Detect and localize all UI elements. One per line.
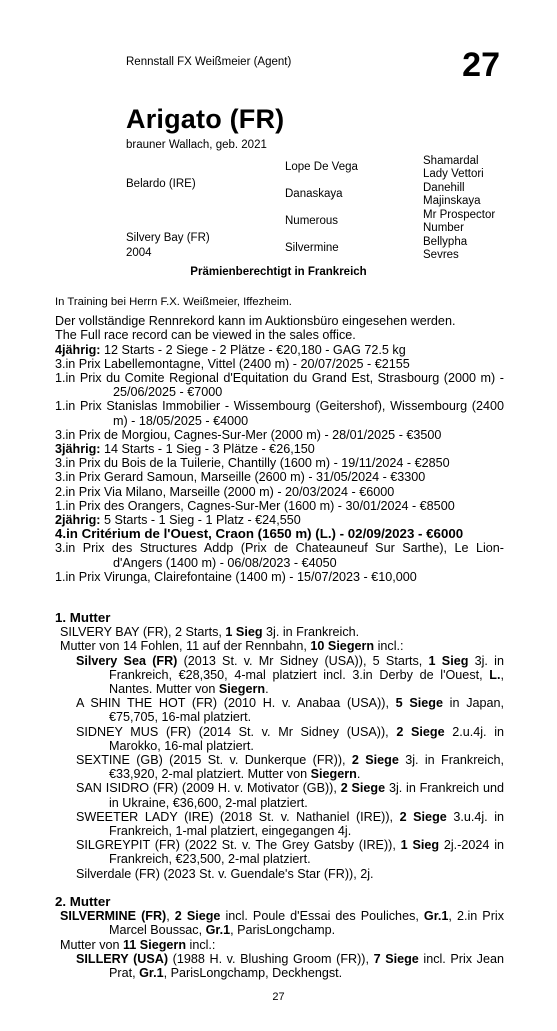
age2-summary: 2jährig: 5 Starts - 1 Sieg - 1 Platz - €24,550: [55, 513, 301, 528]
race-result: 3.in Prix des Structures Addp (Prix de Chateauneuf Sur Sarthe), Le Lion-d'Angers (1400 m) - 06/08/2023 - €4050: [55, 541, 504, 570]
offspring-entry: SEXTINE (GB) (2015 St. v. Dunkerque (FR)), 2 Siege 3j. in Frankreich, €33,920, 2-mal platziert. Mutter von Siegern.: [76, 753, 504, 782]
record-note-en: The Full race record can be viewed in the sales office.: [55, 328, 356, 343]
race-result: 1.in Prix du Comite Regional d'Equitation du Grand Est, Strasbourg (2000 m) - 25/06/2025 - €7000: [55, 371, 504, 400]
age2-label: 2jährig:: [55, 513, 101, 528]
record-note-de: Der vollständige Rennrekord kann im Auktionsbüro eingesehen werden.: [55, 314, 456, 329]
offspring-entry: SIDNEY MUS (FR) (2014 St. v. Mr Sidney (USA)), 2 Siege 2.u.4j. in Marokko, 16-mal platziert.: [76, 724, 505, 753]
age3-summary: 3jährig: 14 Starts - 1 Sieg - 3 Plätze - €26,150: [55, 442, 315, 457]
first-dam-heading: 1. Mutter: [55, 610, 111, 625]
race-result: 1.in Prix des Orangers, Cagnes-Sur-Mer (1600 m) - 30/01/2024 - €8500: [55, 498, 455, 513]
pedigree-g6: Number: [423, 222, 464, 234]
training-note: In Training bei Herrn F.X. Weißmeier, Iffezheim.: [55, 296, 292, 308]
second-dam-line: SILVERMINE (FR), 2 Siege incl. Poule d'Essai des Pouliches, Gr.1, 2.in Prix Marcel Boussac, Gr.1, ParisLongchamp.: [60, 909, 504, 938]
race-result: 3.in Prix Labellemontagne, Vittel (2400 m) - 20/07/2025 - €2155: [55, 356, 410, 371]
race-result: 1.in Prix Stanislas Immobilier - Wissembourg (Geitershof), Wissembourg (2400 m) - 18/05/2025 - €4000: [55, 399, 504, 428]
race-result: 3.in Prix Gerard Samoun, Marseille (2600 m) - 31/05/2024 - €3300: [55, 470, 426, 485]
first-dam-produce: Mutter von 14 Fohlen, 11 auf der Rennbahn, 10 Siegern incl.:: [60, 639, 404, 654]
horse-description: brauner Wallach, geb. 2021: [126, 139, 267, 151]
pedigree-g5: Mr Prospector: [423, 209, 496, 221]
consignor: Rennstall FX Weißmeier (Agent): [126, 56, 292, 68]
second-dam-section: [55, 895, 504, 980]
race-result: 3.in Prix de Morgiou, Cagnes-Sur-Mer (2000 m) - 28/01/2025 - €3500: [55, 427, 442, 442]
race-record: [55, 295, 504, 584]
offspring-entry: Silvery Sea (FR) (2013 St. v. Mr Sidney (USA)), 5 Starts, 1 Sieg 3j. in Frankreich, €28,350, 4-mal platziert incl. 3.in Derby de l'Ouest, L., Nantes. Mutter von Siegern.: [76, 653, 504, 697]
race-result: 3.in Prix du Bois de la Tuilerie, Chantilly (1600 m) - 19/11/2024 - €2850: [55, 456, 450, 471]
pedigree-sire: Belardo (IRE): [126, 178, 196, 190]
first-dam-section: [55, 611, 504, 881]
pedigree-sire-sire: Lope De Vega: [285, 161, 358, 173]
pedigree-g3: Danehill: [423, 182, 465, 194]
horse-name: Arigato (FR): [126, 104, 285, 134]
race-result: 2.in Prix Via Milano, Marseille (2000 m) - 20/03/2024 - €6000: [55, 484, 395, 499]
pedigree-g7: Bellypha: [423, 236, 468, 248]
pedigree-g1: Shamardal: [423, 155, 479, 167]
pedigree-dam-year: 2004: [126, 247, 152, 259]
pedigree-g4: Majinskaya: [423, 195, 481, 207]
pedigree-sire-dam: Danaskaya: [285, 188, 343, 200]
offspring-entry: Silverdale (FR) (2023 St. v. Guendale's Star (FR)), 2j.: [76, 866, 374, 881]
page-number: 27: [272, 991, 285, 1003]
pedigree-g8: Sevres: [423, 249, 459, 261]
age4-summary: 4jährig: 12 Starts - 2 Siege - 2 Plätze - €20,180 - GAG 72.5 kg: [55, 342, 406, 357]
age3-label: 3jährig:: [55, 442, 101, 457]
race-result-listed: 4.in Critérium de l'Ouest, Craon (1650 m) (L.) - 02/09/2023 - €6000: [55, 526, 464, 542]
offspring-entry: A SHIN THE HOT (FR) (2010 H. v. Anabaa (USA)), 5 Siege in Japan, €75,705, 16-mal platziert.: [76, 696, 505, 725]
pedigree-dam-sire: Numerous: [285, 215, 339, 227]
offspring-entry: SILLERY (USA) (1988 H. v. Blushing Groom (FR)), 7 Siege incl. Prix Jean Prat, Gr.1, ParisLongchamp, Deckhengst.: [76, 951, 504, 981]
offspring-entry: SAN ISIDRO (FR) (2009 H. v. Motivator (GB)), 2 Siege 3j. in Frankreich und in Ukraine, €36,600, 2-mal platziert.: [76, 781, 504, 810]
pedigree-g2: Lady Vettori: [423, 168, 484, 180]
second-dam-heading: 2. Mutter: [55, 894, 111, 909]
offspring-entry: SWEETER LADY (IRE) (2018 St. v. Nathaniel (IRE)), 2 Siege 3.u.4j. in Frankreich, 1-mal platziert, eingegangen 4j.: [76, 809, 505, 839]
lot-number: 27: [462, 46, 500, 84]
first-dam-line: SILVERY BAY (FR), 2 Starts, 1 Sieg 3j. in Frankreich.: [60, 625, 360, 640]
race-result: 1.in Prix Virunga, Clairefontaine (1400 m) - 15/07/2023 - €10,000: [55, 569, 417, 584]
second-dam-produce: Mutter von 11 Siegern incl.:: [60, 937, 216, 952]
offspring-entry: SILGREYPIT (FR) (2022 St. v. The Grey Gatsby (IRE)), 1 Sieg 2j.-2024 in Frankreich, €23,500, 2-mal platziert.: [76, 838, 504, 867]
premium-note: Prämienberechtigt in Frankreich: [190, 266, 367, 278]
age4-label: 4jährig:: [55, 342, 101, 357]
pedigree-dam: Silvery Bay (FR): [126, 232, 210, 244]
pedigree-dam-dam: Silvermine: [285, 242, 339, 254]
